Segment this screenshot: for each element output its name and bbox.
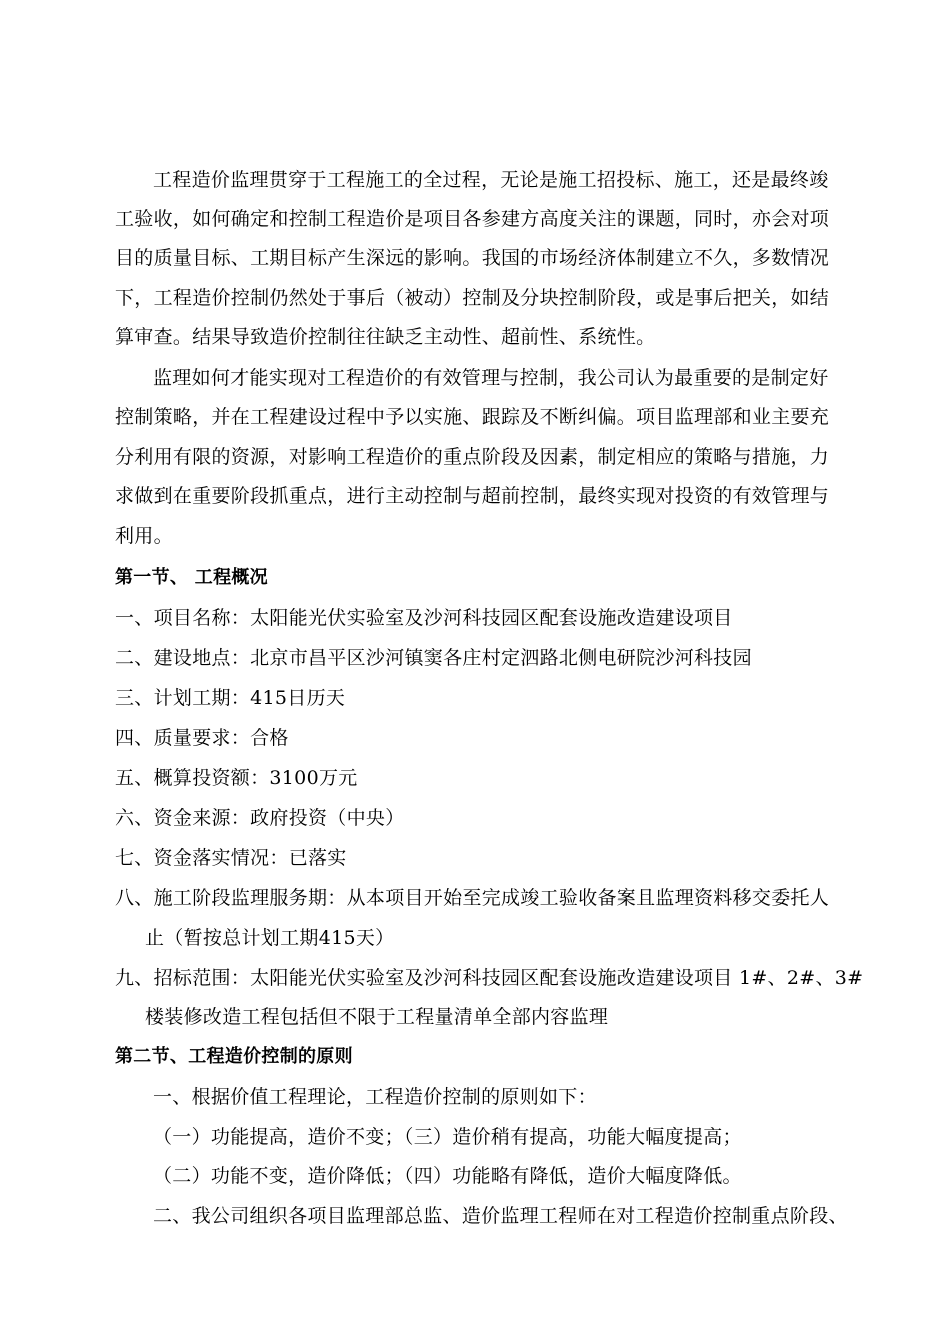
intro-p1-line-3: 目的质量目标、工期目标产生深远的影响。我国的市场经济体制建立不久，多数情况 [115, 247, 830, 269]
principle-rules-line-1: （一）功能提高，造价不变；（三）造价稍有提高，功能大幅度提高； [153, 1126, 742, 1148]
intro-p2-line-3: 分利用有限的资源，对影响工程造价的重点阶段及因素，制定相应的策略与措施，力 [115, 446, 830, 468]
intro-p1-line-2: 工验收，如何确定和控制工程造价是项目各参建方高度关注的课题，同时，亦会对项 [115, 208, 830, 230]
overview-item-4: 四、质量要求：合格 [115, 727, 289, 749]
intro-p2-line-2: 控制策略，并在工程建设过程中予以实施、跟踪及不断纠偏。项目监理部和业主要充 [115, 406, 830, 428]
overview-item-1: 一、项目名称：太阳能光伏实验室及沙河科技园区配套设施改造建设项目 [115, 607, 733, 629]
overview-item-3: 三、计划工期：415日历天 [115, 687, 346, 709]
intro-p2-line-4: 求做到在重要阶段抓重点，进行主动控制与超前控制，最终实现对投资的有效管理与 [115, 485, 830, 507]
overview-item-8-line-2: 止（暂按总计划工期415天） [145, 927, 395, 949]
overview-item-7: 七、资金落实情况：已落实 [115, 847, 347, 869]
section-1-heading: 第一节、 工程概况 [115, 567, 268, 588]
intro-p2-line-1: 监理如何才能实现对工程造价的有效管理与控制，我公司认为最重要的是制定好 [153, 367, 829, 389]
principle-rules-line-2: （二）功能不变，造价降低；（四）功能略有降低，造价大幅度降低。 [153, 1165, 742, 1187]
intro-p1-line-5: 算审查。结果导致造价控制往往缺乏主动性、超前性、系统性。 [115, 326, 656, 348]
overview-item-5: 五、概算投资额：3100万元 [115, 767, 358, 789]
principle-p2-line-1: 二、我公司组织各项目监理部总监、造价监理工程师在对工程造价控制重点阶段、 [153, 1205, 848, 1227]
overview-item-6: 六、资金来源：政府投资（中央） [115, 807, 405, 829]
intro-p2-line-5: 利用。 [115, 525, 173, 547]
section-2-heading: 第二节、工程造价控制的原则 [115, 1046, 353, 1067]
intro-p1-line-4: 下，工程造价控制仍然处于事后（被动）控制及分块控制阶段，或是事后把关，如结 [115, 287, 830, 309]
overview-item-9-line-1: 九、招标范围：太阳能光伏实验室及沙河科技园区配套设施改造建设项目 1#、2#、3# [115, 967, 864, 989]
principle-intro: 一、根据价值工程理论，工程造价控制的原则如下： [153, 1086, 597, 1108]
overview-item-9-line-2: 楼装修改造工程包括但不限于工程量清单全部内容监理 [145, 1006, 609, 1028]
overview-item-8-line-1: 八、施工阶段监理服务期：从本项目开始至完成竣工验收备案且监理资料移交委托人 [115, 887, 830, 909]
intro-p1-line-1: 工程造价监理贯穿于工程施工的全过程，无论是施工招投标、施工，还是最终竣 [153, 169, 829, 191]
overview-item-2: 二、建设地点：北京市昌平区沙河镇窦各庄村定泗路北侧电研院沙河科技园 [115, 647, 752, 669]
